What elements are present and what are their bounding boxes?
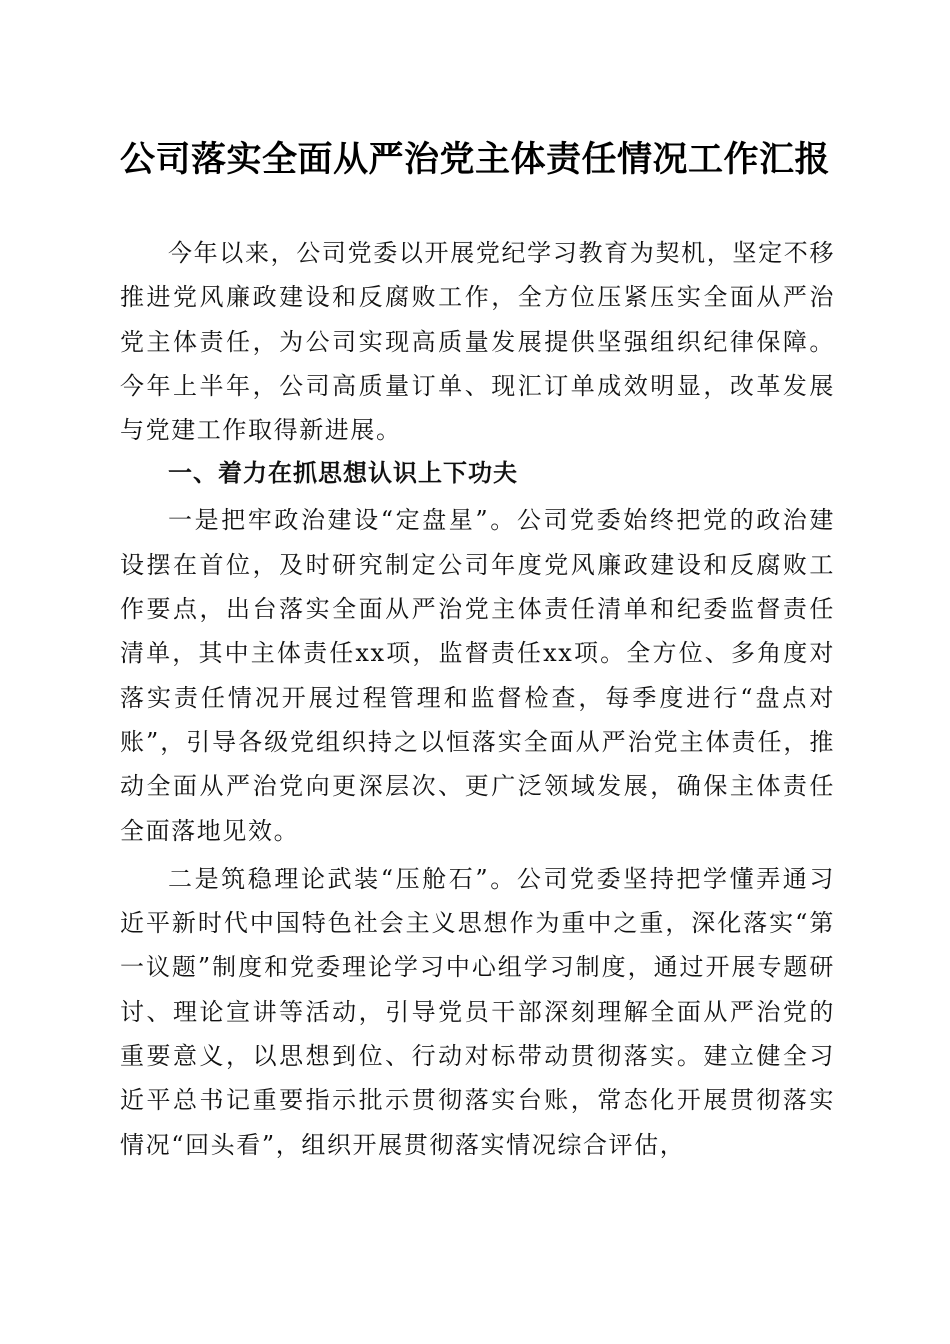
section-heading: 一、着力在抓思想认识上下功夫 [168,458,518,488]
item-1-text: 公司党委始终把党的政治建设摆在首位，及时研究制定公司年度党风廉政建设和反腐败工作要点，出台落实全面从严治党主体责任清单和纪委监督责任清单，其中主体责任xx项，监督责任xx项。全方位、多角度对落实责任情况开展过程管理和监督检查，每季度进行“盘点对账”，引导各级党组织持之以恒落实全面从严治党主体责任，推动全面从严治党向更深层次、更广泛领域发展，确保主体责任全面落地见效。 [120,506,835,845]
document-body [120,231,835,1167]
item-2-text: 公司党委坚持把学懂弄通习近平新时代中国特色社会主义思想作为重中之重，深化落实“第一议题”制度和党委理论学习中心组学习制度，通过开展专题研讨、理论宣讲等活动，引导党员干部深刻理解全面从严治党的重要意义，以思想到位、行动对标带动贯彻落实。建立健全习近平总书记重要指示批示贯彻落实台账，常态化开展贯彻落实情况“回头看”，组织开展贯彻落实情况综合评估， [120,864,835,1159]
item-2-lead: 二是筑稳理论武装“压舱石”。 [168,864,517,893]
item-1-paragraph [120,498,835,852]
item-1-lead: 一是把牢政治建设“定盘星”。 [168,506,517,535]
item-2-paragraph [120,857,835,1167]
document-title: 公司落实全面从严治党主体责任情况工作汇报 [119,139,830,180]
intro-paragraph: 今年以来，公司党委以开展党纪学习教育为契机，坚定不移推进党风廉政建设和反腐败工作，全方位压紧压实全面从严治党主体责任，为公司实现高质量发展提供坚强组织纪律保障。今年上半年，公司高质量订单、现汇订单成效明显，改革发展与党建工作取得新进展。 [120,239,835,445]
